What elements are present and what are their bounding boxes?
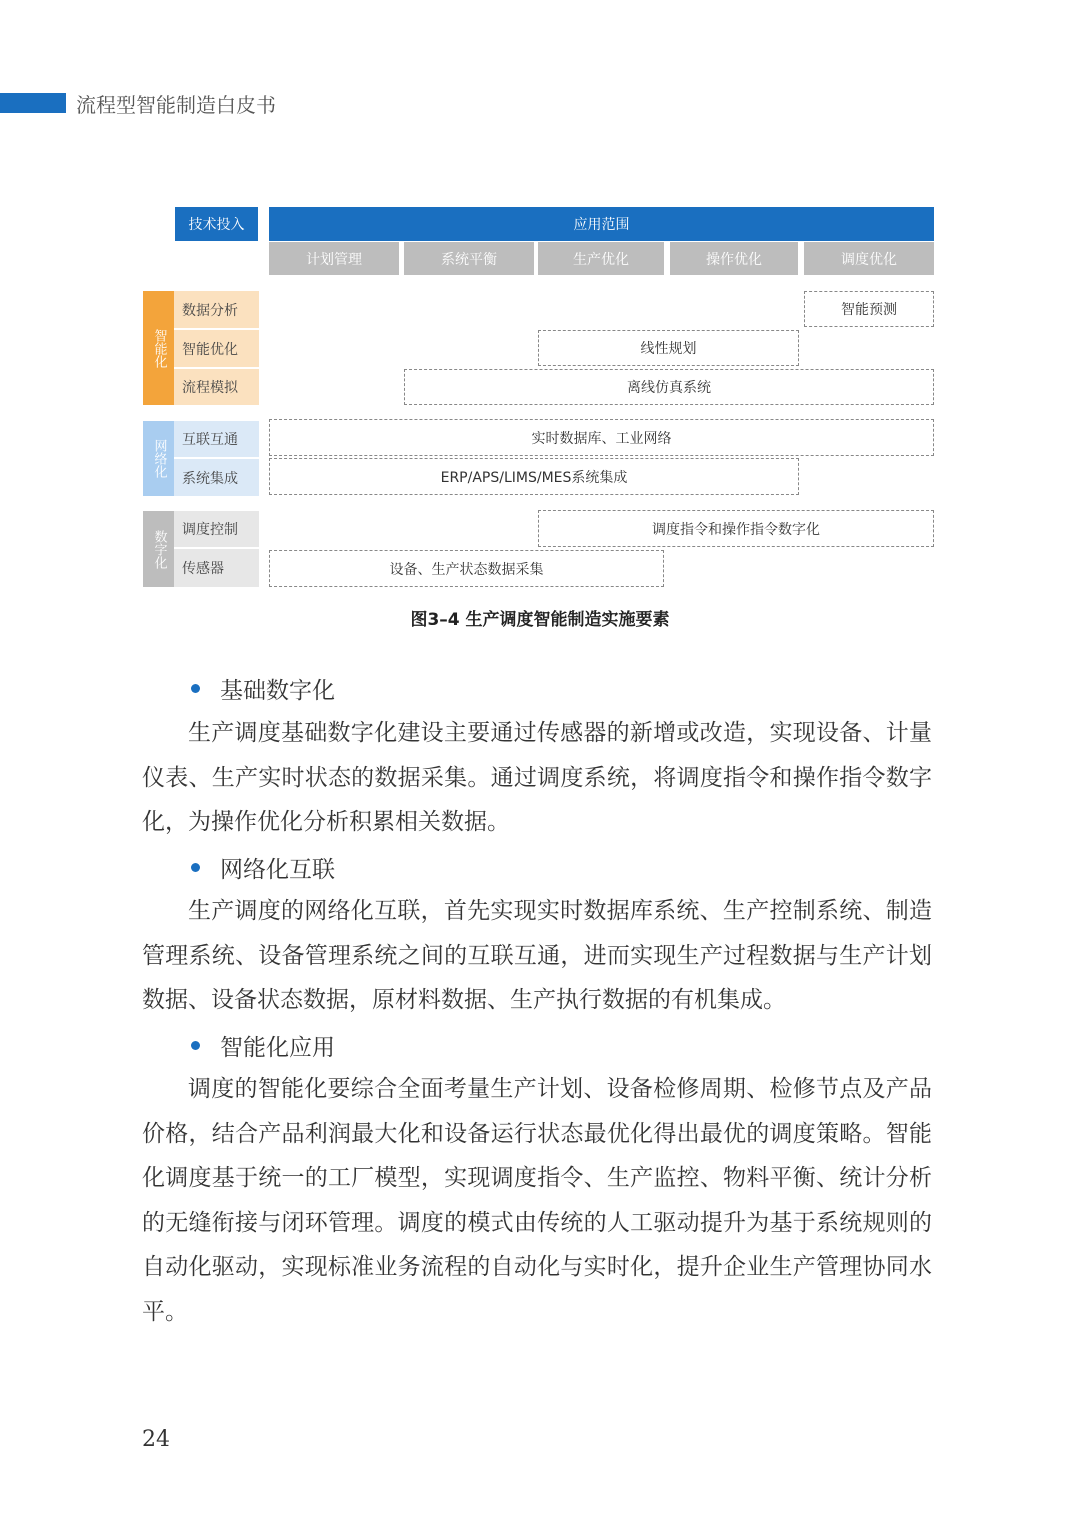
figure	[0, 0, 1080, 640]
item-box: 设备、生产状态数据采集	[269, 550, 664, 587]
level-label: 调度控制	[174, 511, 259, 547]
level-label: 数据分析	[174, 291, 259, 328]
section-paragraph: 生产调度的网络化互联，首先实现实时数据库系统、生产控制系统、制造管理系统、设备管理系统之间的互联互通，进而实现生产过程数据与生产计划数据、设备状态数据，原材料数据、生产执行数据的有机集成。	[142, 898, 932, 1013]
item-box: 线性规划	[538, 330, 799, 366]
level-label: 互联互通	[174, 421, 259, 457]
column-header: 生产优化	[538, 242, 664, 275]
bullet-icon	[191, 1041, 200, 1050]
column-header: 系统平衡	[404, 242, 534, 275]
category-label: 智能化	[143, 291, 174, 405]
figure-caption: 图3–4 生产调度智能制造实施要素	[410, 610, 670, 630]
item-box: ERP/APS/LIMS/MES系统集成	[269, 458, 799, 495]
section-heading	[191, 1029, 335, 1062]
section-heading	[191, 851, 335, 884]
section-heading-text: 网络化互联	[220, 857, 335, 883]
section-paragraph: 生产调度基础数字化建设主要通过传感器的新增或改造，实现设备、计量仪表、生产实时状态的数据采集。通过调度系统，将调度指令和操作指令数字化，为操作优化分析积累相关数据。	[142, 720, 932, 835]
level-label: 系统集成	[174, 459, 259, 496]
level-label: 流程模拟	[174, 369, 259, 405]
bullet-icon	[191, 863, 200, 872]
column-header: 计划管理	[269, 242, 399, 275]
category-label: 数字化	[143, 511, 174, 587]
level-label: 智能优化	[174, 330, 259, 367]
section-paragraph: 调度的智能化要综合全面考量生产计划、设备检修周期、检修节点及产品价格，结合产品利润最大化和设备运行状态最优化得出最优的调度策略。智能化调度基于统一的工厂模型，实现调度指令、生产监控、物料平衡、统计分析的无缝衔接与闭环管理。调度的模式由传统的人工驱动提升为基于系统规则的自动化驱动，实现标准业务流程的自动化与实时化，提升企业生产管理协同水平。	[142, 1076, 932, 1325]
bullet-icon	[191, 684, 200, 693]
column-header: 操作优化	[670, 242, 798, 275]
item-box: 实时数据库、工业网络	[269, 419, 934, 456]
page-number: 24	[142, 1427, 170, 1452]
section-heading	[191, 672, 335, 705]
column-header: 调度优化	[804, 242, 934, 275]
section-heading-text: 智能化应用	[220, 1035, 335, 1061]
tech-header: 技术投入	[175, 207, 258, 241]
level-label: 传感器	[174, 549, 259, 587]
section-heading-text: 基础数字化	[220, 678, 335, 704]
category-label: 网络化	[143, 421, 174, 496]
item-box: 智能预测	[804, 291, 934, 327]
item-box: 离线仿真系统	[404, 369, 934, 405]
app-header: 应用范围	[269, 207, 934, 241]
header-title: 流程型智能制造白皮书	[76, 93, 276, 117]
item-box: 调度指令和操作指令数字化	[538, 510, 934, 547]
